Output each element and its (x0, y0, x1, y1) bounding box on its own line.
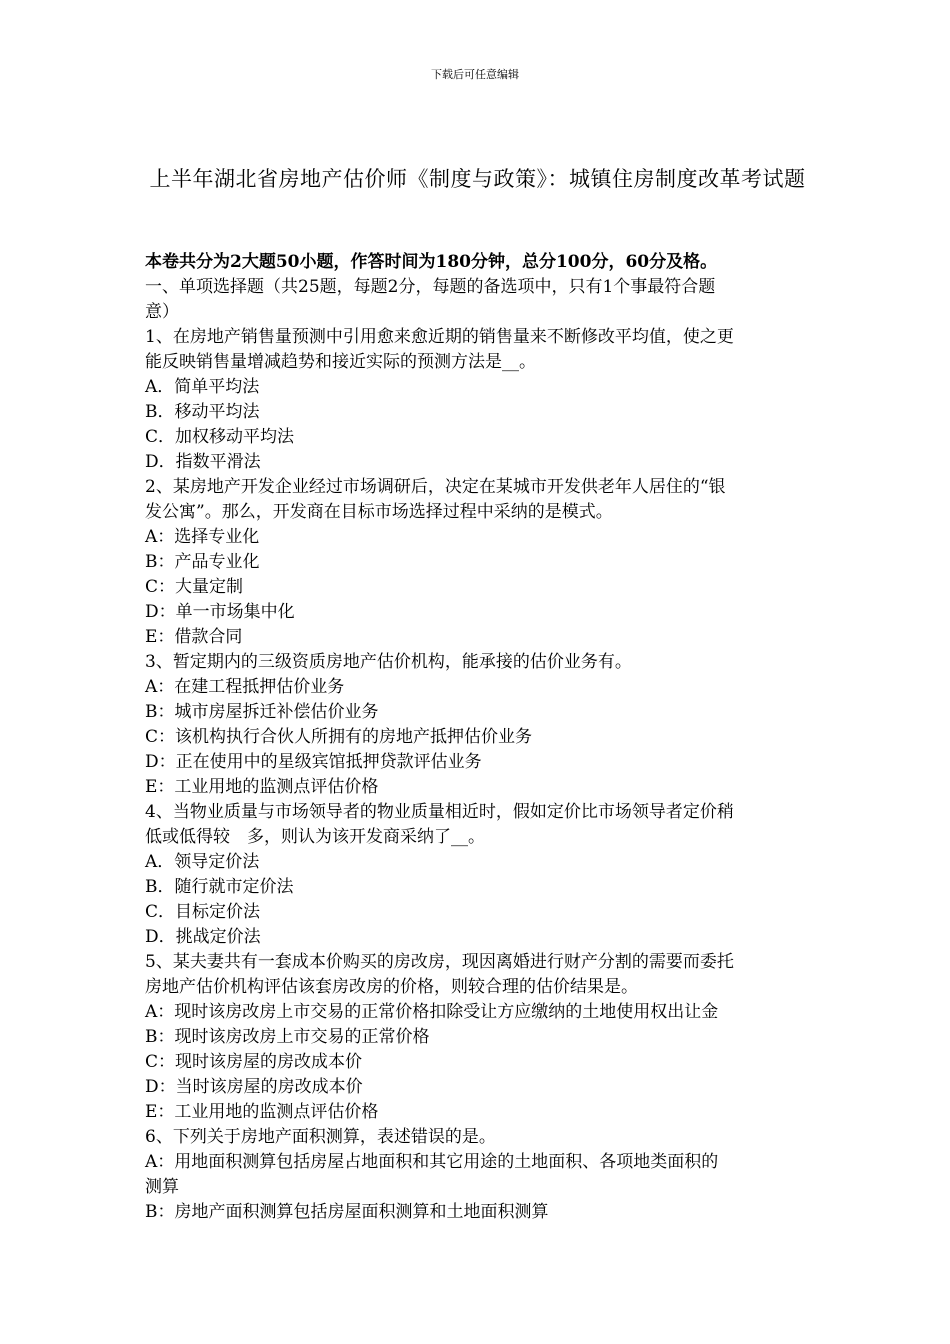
q6-option-b: B：房地产面积测算包括房屋面积测算和土地面积测算 (145, 1202, 549, 1222)
q2-option-a: A：选择专业化 (145, 527, 260, 547)
q6-option-a: A：用地面积测算包括房屋占地面积和其它用途的土地面积、各项地类面积的 (145, 1152, 719, 1172)
q4-option-c: C．目标定价法 (145, 902, 261, 922)
q3-option-e: E：工业用地的监测点评估价格 (145, 777, 379, 797)
document-title: 上半年湖北省房地产估价师《制度与政策》：城镇住房制度改革考试题 (149, 167, 806, 191)
q3-option-c: C：该机构执行合伙人所拥有的房地产抵押估价业务 (145, 727, 533, 747)
q5-option-a: A：现时该房改房上市交易的正常价格扣除受让方应缴纳的土地使用权出让金 (145, 1002, 719, 1022)
exam-summary: 本卷共分为2大题50小题，作答时间为180分钟，总分100分，60分及格。 (145, 252, 718, 272)
q5-option-b: B：现时该房改房上市交易的正常价格 (145, 1027, 430, 1047)
q1-option-c: C．加权移动平均法 (145, 427, 295, 447)
q6-option-a-cont: 测算 (145, 1177, 179, 1197)
section-heading: 一、单项选择题（共25题，每题2分，每题的备选项中，只有1个事最符合题 (145, 277, 716, 297)
q5-option-d: D：当时该房屋的房改成本价 (145, 1077, 363, 1097)
question-2-cont: 发公寓”。那么，开发商在目标市场选择过程中采纳的是模式。 (145, 502, 613, 522)
question-4-cont: 低或低得较 多，则认为该开发商采纳了__。 (145, 827, 485, 847)
q4-option-a: A．领导定价法 (145, 852, 260, 872)
q1-option-d: D．指数平滑法 (145, 452, 261, 472)
q1-option-a: A．简单平均法 (145, 377, 260, 397)
question-1: 1、在房地产销售量预测中引用愈来愈近期的销售量来不断修改平均值，使之更 (145, 327, 734, 347)
q3-option-d: D：正在使用中的星级宾馆抵押贷款评估业务 (145, 752, 482, 772)
question-2: 2、某房地产开发企业经过市场调研后，决定在某城市开发供老年人居住的“银 (145, 477, 726, 497)
q3-option-b: B：城市房屋拆迁补偿估价业务 (145, 702, 379, 722)
q4-option-b: B．随行就市定价法 (145, 877, 294, 897)
q2-option-e: E：借款合同 (145, 627, 243, 647)
section-heading-cont: 意） (145, 302, 179, 322)
header-note: 下载后可任意编辑 (431, 68, 519, 81)
question-4: 4、当物业质量与市场领导者的物业质量相近时，假如定价比市场领导者定价稍 (145, 802, 734, 822)
question-6: 6、下列关于房地产面积测算，表述错误的是。 (145, 1127, 496, 1147)
q3-option-a: A：在建工程抵押估价业务 (145, 677, 345, 697)
question-5-cont: 房地产估价机构评估该套房改房的价格，则较合理的估价结果是。 (145, 977, 638, 997)
q2-option-d: D：单一市场集中化 (145, 602, 295, 622)
q2-option-c: C：大量定制 (145, 577, 244, 597)
q5-option-e: E：工业用地的监测点评估价格 (145, 1102, 379, 1122)
q2-option-b: B：产品专业化 (145, 552, 260, 572)
question-5: 5、某夫妻共有一套成本价购买的房改房，现因离婚进行财产分割的需要而委托 (145, 952, 734, 972)
question-3: 3、暂定期内的三级资质房地产估价机构，能承接的估价业务有。 (145, 652, 632, 672)
q1-option-b: B．移动平均法 (145, 402, 260, 422)
question-1-cont: 能反映销售量增减趋势和接近实际的预测方法是__。 (145, 352, 536, 372)
q5-option-c: C：现时该房屋的房改成本价 (145, 1052, 363, 1072)
document-body (145, 250, 813, 1225)
q4-option-d: D．挑战定价法 (145, 927, 261, 947)
